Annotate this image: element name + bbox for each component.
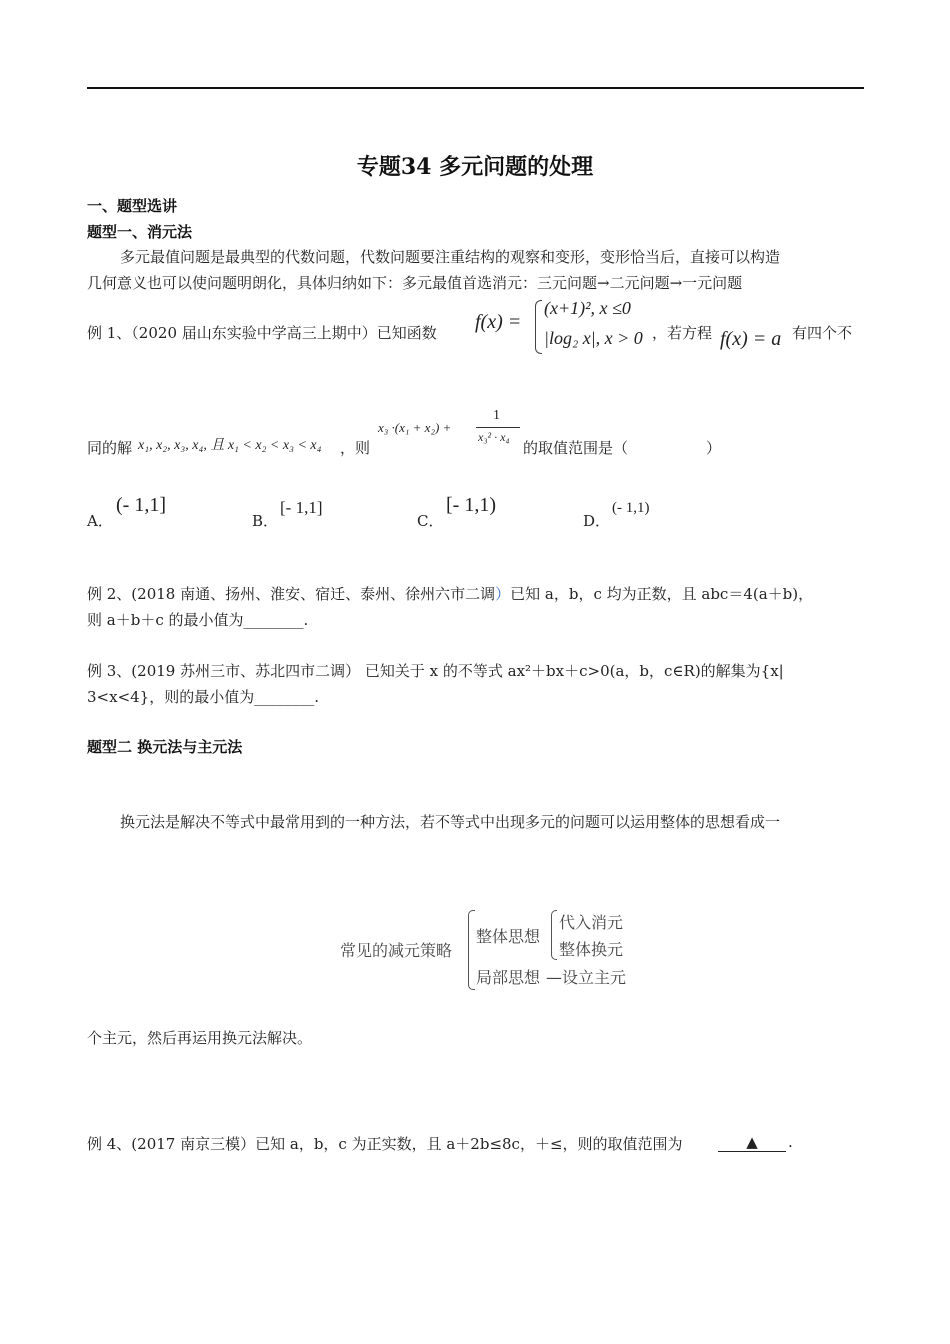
tree-n1: 整体思想 bbox=[476, 927, 541, 946]
ex2-stem: 已知 a，b，c 均为正数，且 abc＝4(a＋b)， bbox=[510, 585, 814, 603]
ex3-line1: 例 3、(2019 苏州三市、苏北四市二调） 已知关于 x 的不等式 ax²＋bx＋c>0(a，b，c∈R)的解集为{x| bbox=[87, 662, 784, 680]
ex2-paren: ） bbox=[495, 585, 511, 603]
option-b-value: [- 1,1] bbox=[280, 498, 323, 517]
piecewise-brace bbox=[535, 300, 542, 354]
type1-para-line1: 多元最值问题是最典型的代数问题，代数问题要注重结构的观察和变形，变形恰当后，直接可以构造 bbox=[120, 248, 781, 266]
ex1-line2-d: ） bbox=[706, 439, 722, 457]
ex3-line2: 3<x<4}，则的最小值为________. bbox=[87, 688, 319, 706]
option-b-label: B． bbox=[252, 512, 279, 530]
ex1-vars: x₁, x₂, x₃, x₄, 且 x₁ < x₂ < x₃ < x₄ bbox=[138, 438, 322, 453]
tree-brace-sub bbox=[551, 910, 557, 960]
option-d-value: (- 1,1) bbox=[612, 500, 650, 516]
type2-heading: 题型二 换元法与主元法 bbox=[87, 738, 243, 756]
option-a-value: (- 1,1] bbox=[116, 494, 166, 516]
header-rule bbox=[87, 87, 864, 89]
option-c-value: [- 1,1) bbox=[446, 494, 496, 516]
ex1-line2-c: 的取值范围是（ bbox=[523, 439, 629, 457]
ex1-mid: ，若方程 bbox=[652, 324, 713, 342]
ex1-line2-b: ，则 bbox=[340, 439, 371, 457]
ex1-line2-a: 同的解 bbox=[87, 439, 133, 457]
option-a-label: A． bbox=[87, 512, 113, 530]
ex1-expr-num: 1 bbox=[493, 408, 500, 423]
ex4-period: . bbox=[788, 1133, 793, 1151]
ex1-eq: f(x) = a bbox=[720, 328, 782, 350]
option-d-label: D． bbox=[583, 512, 611, 530]
ex1-expr-left: x₃ ·(x₁ + x₂) + bbox=[378, 420, 452, 435]
ex1-prefix: 例 1、（2020 届山东实验中学高三上期中）已知函数 bbox=[87, 324, 437, 342]
option-c-label: C． bbox=[417, 512, 444, 530]
type1-para-line2: 几何意义也可以使问题明朗化，具体归纳如下：多元最值首选消元：三元问题→二元问题→一元问题 bbox=[87, 274, 743, 292]
type1-heading: 题型一、消元法 bbox=[87, 223, 193, 241]
ex2-line2: 则 a＋b＋c 的最小值为________. bbox=[87, 611, 309, 629]
ex4-text: 例 4、(2017 南京三模）已知 a，b，c 为正实数，且 a＋2b≤8c，＋≤，则的取值范围为 bbox=[87, 1135, 683, 1153]
tree-n2: 局部思想 bbox=[476, 968, 541, 987]
tree-brace-main bbox=[468, 910, 475, 990]
type2-para-line1: 换元法是解决不等式中最常用到的一种方法，若不等式中出现多元的问题可以运用整体的思想看成一 bbox=[120, 813, 781, 831]
ex2-line1 bbox=[87, 583, 813, 604]
ex4-blank: ▲ bbox=[718, 1133, 786, 1152]
ex2-source: 例 2、(2018 南通、扬州、淮安、宿迁、泰州、徐州六市二调 bbox=[87, 585, 496, 603]
tree-n1a: 代入消元 bbox=[559, 913, 624, 932]
tree-n1b: 整体换元 bbox=[559, 940, 624, 959]
fraction-bar bbox=[476, 427, 520, 428]
ex1-case2: |log₂ x|, x > 0 bbox=[544, 328, 643, 348]
ex1-expr-den: x₃² · x₄ bbox=[478, 430, 510, 444]
section-heading: 一、题型选讲 bbox=[87, 197, 178, 215]
tree-n2a: —设立主元 bbox=[546, 968, 627, 987]
ex1-case1: (x+1)², x ≤0 bbox=[544, 298, 631, 318]
type2-para-line2: 个主元，然后再运用换元法解决。 bbox=[87, 1029, 313, 1047]
tree-root: 常见的减元策略 bbox=[340, 941, 453, 960]
page-title: 专题34 多元问题的处理 bbox=[356, 154, 594, 180]
ex1-fx: f(x) = bbox=[475, 311, 522, 333]
ex1-suffix: 有四个不 bbox=[792, 324, 853, 342]
